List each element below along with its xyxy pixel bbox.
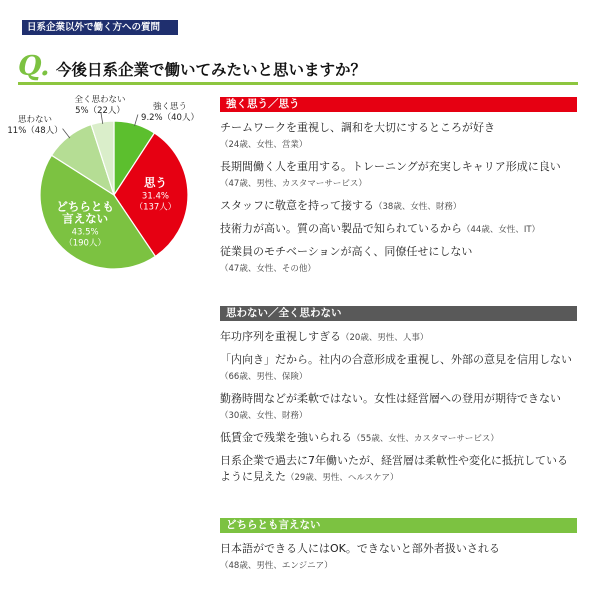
list-item: [220, 541, 577, 574]
leader-line-3: [63, 129, 70, 138]
slice-label-4: 全く思わない: [74, 95, 126, 105]
slice-value-4: 5%（22人）: [75, 106, 125, 116]
item-text: 長期間働く人を重用する。トレーニングが充実しキャリア形成に良い: [220, 160, 561, 173]
list-item: [220, 221, 577, 238]
item-meta: （30歳、女性、財務）: [220, 411, 308, 421]
section-neutral-title: どちらとも言えない: [220, 518, 577, 533]
item-meta: （47歳、男性、カスタマーサービス）: [220, 179, 367, 189]
item-text: 勤務時間などが柔軟ではない。女性は経営層への登用が期待できない: [220, 392, 561, 405]
section-agree-title: 強く思う／思う: [220, 97, 577, 112]
list-item: [220, 430, 577, 447]
slice-label-3: 思わない: [17, 115, 53, 125]
slice-count-1: （137人）: [134, 202, 177, 213]
question-row: [18, 52, 578, 86]
item-meta: （38歳、女性、財務）: [374, 202, 462, 212]
list-item: [220, 453, 577, 486]
slice-percent-1: 31.4%: [141, 191, 169, 202]
pie-chart: [0, 95, 215, 270]
item-text: 年功序列を重視しすぎる: [220, 330, 341, 343]
item-meta: （24歳、女性、営業）: [220, 140, 308, 150]
question-underline: [18, 82, 578, 85]
slice-label-2-0: どちらとも: [56, 199, 114, 214]
slice-label-2-1: 言えない: [62, 211, 109, 226]
slice-value-0: 9.2%（40人）: [141, 113, 199, 123]
list-item: [220, 120, 577, 153]
item-meta: （29歳、男性、ヘルスケア）: [286, 473, 399, 483]
item-text: 日系企業で過去に7年働いたが、経営層は柔軟性や変化に抵抗しているように見えた: [220, 454, 568, 483]
item-meta: （47歳、女性、その他）: [220, 264, 316, 274]
item-text: 低賃金で残業を強いられる: [220, 431, 352, 444]
section-agree: [220, 97, 577, 283]
list-item: [220, 352, 577, 385]
section-disagree-title: 思わない／全く思わない: [220, 306, 577, 321]
slice-value-3: 11%（48人）: [7, 126, 63, 136]
item-meta: （48歳、男性、エンジニア）: [220, 561, 333, 571]
question-mark: Q.: [18, 51, 50, 82]
item-meta: （66歳、男性、保険）: [220, 372, 308, 382]
list-item: [220, 198, 577, 215]
item-text: 技術力が高い。質の高い製品で知られているから: [220, 222, 462, 235]
list-item: [220, 391, 577, 424]
slice-percent-2: 43.5%: [71, 227, 99, 238]
item-text: 「内向き」だから。社内の合意形成を重視し、外部の意見を信用しない: [220, 353, 572, 366]
item-text: 従業員のモチベーションが高く、同僚任せにしない: [220, 245, 473, 258]
item-meta: （44歳、女性、IT）: [462, 225, 541, 235]
item-meta: （55歳、女性、カスタマーサービス）: [352, 434, 499, 444]
section-disagree: [220, 306, 577, 492]
list-item: [220, 244, 577, 277]
item-text: スタッフに敬意を持って接する: [220, 199, 374, 212]
item-meta: （20歳、男性、人事）: [341, 333, 429, 343]
section-neutral: [220, 518, 577, 580]
slice-count-2: （190人）: [64, 238, 106, 249]
question-text: 今後日系企業で働いてみたいと思いますか？: [56, 61, 367, 79]
list-item: [220, 329, 577, 346]
item-text: 日本語ができる人にはOK。できないと部外者扱いされる: [220, 542, 500, 555]
list-item: [220, 159, 577, 192]
section-header-label: 日系企業以外で働く方への質問: [22, 20, 178, 35]
slice-label-0: 強く思う: [152, 102, 188, 112]
item-text: チームワークを重視し、調和を大切にするところが好き: [220, 121, 495, 134]
slice-label-1-0: 思う: [143, 175, 167, 190]
